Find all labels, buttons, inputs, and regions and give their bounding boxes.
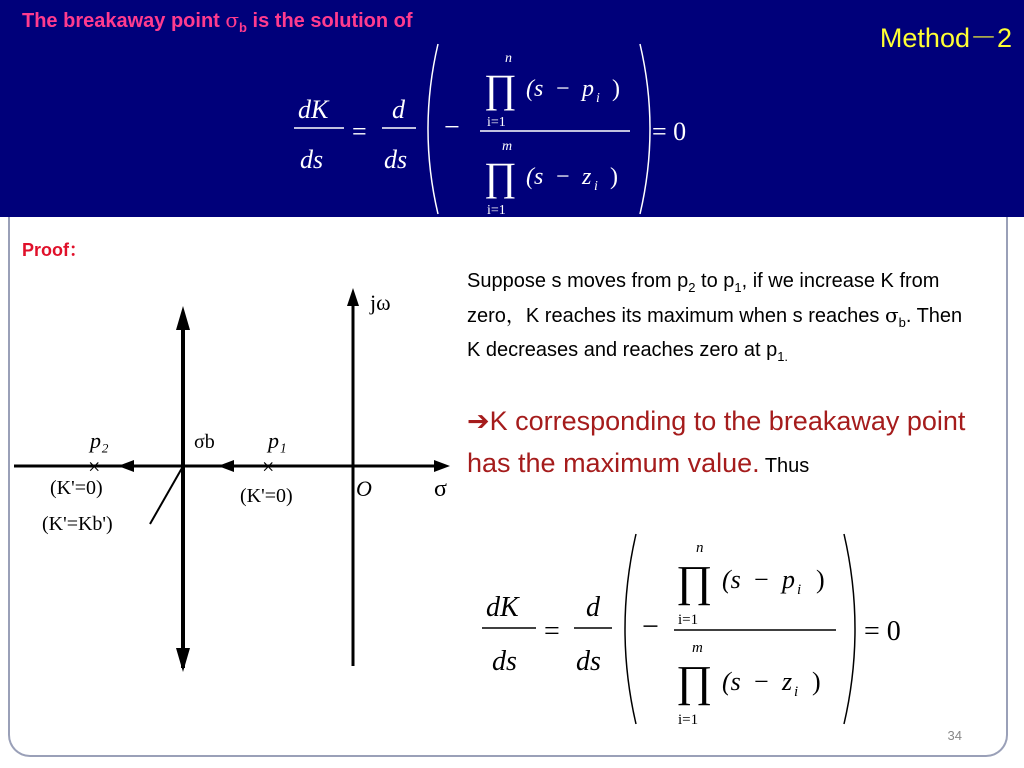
title-prefix: The breakaway point	[22, 10, 226, 32]
title-suffix: is the solution of	[247, 10, 413, 32]
page-number: 34	[947, 728, 962, 743]
eq-den-open: (s	[526, 164, 544, 190]
para-sub-4: 1.	[777, 349, 789, 364]
beq-den-close: )	[812, 667, 821, 696]
header-equation	[280, 40, 720, 218]
beq-equals: =	[544, 616, 560, 647]
para-sub-1: 2	[688, 280, 696, 295]
root-locus-diagram	[10, 282, 455, 678]
eq-lower-den: i=1	[487, 203, 506, 218]
pole-p1-cross: ×	[262, 454, 275, 479]
header-title	[22, 8, 413, 35]
k-zero-left-label: (K'=0)	[50, 477, 103, 499]
beq-lower-den: i=1	[678, 712, 699, 728]
eq-den-close: )	[610, 164, 618, 190]
beq-lower-num: i=1	[678, 612, 699, 628]
locus-arrow-up	[176, 306, 190, 330]
eq-prod-den: ∏	[484, 154, 517, 199]
beq-rhs: = 0	[864, 616, 901, 647]
eq-num-close: )	[612, 76, 620, 102]
beq-left-paren	[625, 534, 636, 724]
bottom-equation	[470, 530, 930, 730]
para-text-1: Suppose s moves from p	[467, 270, 689, 292]
eq-left-paren	[428, 44, 438, 214]
p1-label: p₁	[268, 428, 287, 453]
p2-label: p₂	[90, 428, 109, 453]
pole-p2-cross: ×	[88, 454, 101, 479]
eq-lower-num: i=1	[487, 115, 506, 130]
eq-upper-n: n	[505, 51, 512, 66]
eq-num-sub: i	[596, 91, 600, 106]
proof-label: Proof：	[22, 240, 87, 260]
locus-arrow-left-1	[118, 460, 134, 472]
explanation-paragraph	[467, 264, 967, 367]
eq-equals: =	[352, 117, 367, 146]
eq-num-open: (s	[526, 76, 544, 102]
eq-den-minus: −	[556, 164, 570, 190]
para-text-4: . Then K decreases and reaches zero at p	[467, 305, 963, 361]
beq-ds: ds	[492, 646, 517, 677]
k-zero-right-label: (K'=0)	[240, 485, 293, 507]
para-text-3: , if we increase K from zero，K reaches its maximum when s reaches	[467, 270, 940, 327]
beq-prod-num: ∏	[676, 557, 713, 606]
locus-arrow-left-2	[218, 460, 234, 472]
imag-axis-arrow	[347, 288, 359, 306]
beq-num-minus: −	[754, 565, 769, 594]
beq-den-open: (s	[722, 667, 741, 696]
eq-minus: −	[444, 112, 460, 143]
para-sub-3: b	[898, 315, 906, 330]
k-kb-label: (K'=Kb')	[42, 513, 113, 535]
beq-prod-den: ∏	[676, 657, 713, 706]
conclusion-text: K corresponding to the breakaway point has the maximum value.	[467, 406, 966, 478]
beq-d: d	[586, 592, 600, 623]
kb-pointer	[150, 468, 182, 524]
beq-den-minus: −	[754, 667, 769, 696]
beq-den-var: z	[782, 667, 793, 696]
conclusion-paragraph	[467, 400, 987, 487]
title-sigma-sub: b	[239, 20, 247, 35]
eq-d: d	[392, 95, 405, 124]
eq-upper-m: m	[502, 139, 513, 154]
eq-right-paren	[640, 44, 650, 214]
eq-num-minus: −	[556, 76, 570, 102]
eq-den-var: z	[582, 164, 592, 190]
beq-upper-m: m	[692, 640, 703, 656]
origin-label: O	[356, 476, 372, 501]
sigma-b-label: σb	[194, 431, 215, 453]
eq-prod-num: ∏	[484, 66, 517, 111]
beq-num-open: (s	[722, 565, 741, 594]
para-sigma: σ	[884, 303, 899, 327]
method-label: Method－2	[879, 23, 1012, 53]
para-sub-2: 1	[734, 280, 742, 295]
locus-arrow-down	[176, 648, 190, 672]
eq-dK: dK	[298, 95, 329, 124]
eq-den-sub: i	[594, 179, 598, 194]
beq-num-close: )	[816, 565, 825, 594]
beq-dK: dK	[486, 592, 519, 623]
eq-ds-2: ds	[384, 145, 408, 174]
beq-num-var: p	[782, 565, 795, 594]
beq-minus: −	[642, 610, 659, 643]
jw-label: jω	[370, 290, 391, 315]
eq-num-var: p	[582, 76, 594, 102]
thus-text: Thus	[759, 455, 810, 477]
eq-ds: ds	[300, 145, 324, 174]
real-axis-arrow	[434, 460, 450, 472]
beq-num-sub: i	[797, 582, 802, 598]
beq-den-sub: i	[794, 684, 799, 700]
beq-ds-2: ds	[576, 646, 601, 677]
para-text-2: to p	[695, 270, 735, 292]
arrow-icon: ➔	[467, 406, 490, 436]
sigma-axis-label: σ	[434, 476, 447, 502]
eq-rhs: = 0	[652, 117, 687, 146]
beq-upper-n: n	[696, 540, 704, 556]
beq-right-paren	[844, 534, 855, 724]
title-sigma: σ	[225, 8, 240, 32]
